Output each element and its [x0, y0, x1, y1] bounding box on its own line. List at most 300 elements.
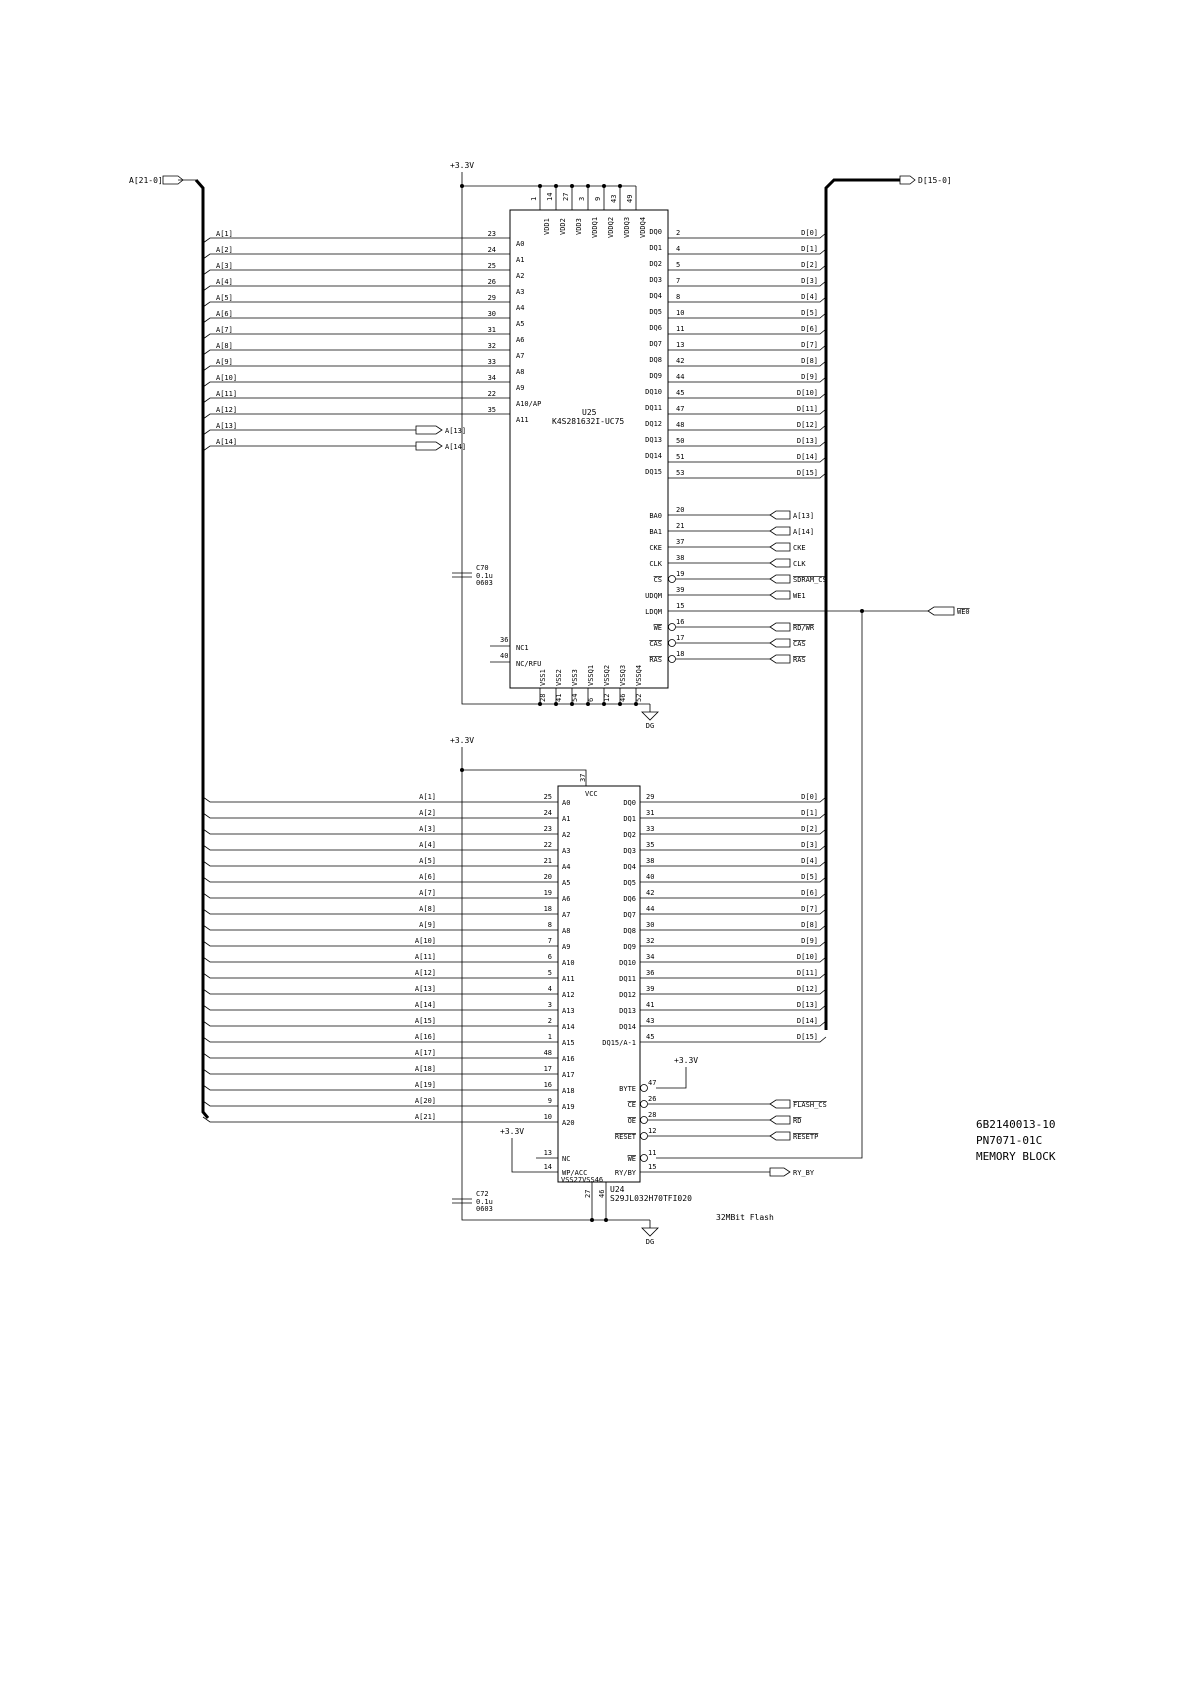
pin-number: 5: [676, 261, 681, 269]
pin-name: A2: [562, 831, 571, 839]
pin-name: DQ13: [645, 436, 662, 444]
svg-text:A[14]: A[14]: [445, 443, 467, 451]
sdram-control-pin: [645, 586, 806, 600]
pin-number: 17: [543, 1065, 552, 1073]
pin-name: DQ0: [649, 228, 662, 236]
pin-name: DQ14: [645, 452, 662, 460]
svg-text:A[2]: A[2]: [216, 246, 233, 254]
sdram-addr-out: [203, 422, 466, 435]
flash-data-pin: [619, 1001, 826, 1015]
pin-name: A4: [562, 863, 571, 871]
pin-name: BA0: [649, 512, 662, 520]
svg-text:6: 6: [587, 697, 595, 702]
flash-data-pin: [623, 841, 826, 855]
pin-number: 45: [646, 1033, 655, 1041]
sdram-data-pin: [649, 292, 826, 302]
svg-text:VDDQ4: VDDQ4: [639, 216, 647, 238]
svg-text:1: 1: [530, 196, 538, 201]
sheet-title: MEMORY BLOCK: [976, 1150, 1056, 1163]
pin-number: 35: [646, 841, 655, 849]
pin-name: WE: [627, 1155, 636, 1163]
pin-number: 41: [646, 1001, 655, 1009]
sdram-control-pin: [654, 618, 815, 632]
pin-name: DQ10: [619, 959, 636, 967]
sdram-data-pin: [649, 372, 826, 382]
pin-name: DQ10: [645, 388, 662, 396]
port-connector: [770, 559, 790, 567]
net-label: A[14]: [414, 1001, 436, 1009]
sdram-data-pin: [649, 308, 826, 318]
net-label: CKE: [793, 544, 806, 552]
pin-name: DQ3: [649, 276, 662, 284]
port-connector: [770, 1168, 790, 1176]
pin-name: DQ11: [619, 975, 636, 983]
pin-number: 53: [676, 469, 685, 477]
pin-name: DQ11: [645, 404, 662, 412]
flash-data-pin: [619, 969, 826, 983]
pin-number: 19: [543, 889, 552, 897]
net-label: D[9]: [801, 937, 818, 945]
net-label: A[15]: [414, 1017, 436, 1025]
flash-addr-pin: [203, 1001, 575, 1015]
pin-number: 4: [547, 985, 552, 993]
svg-text:34: 34: [487, 374, 496, 382]
net-label: A[18]: [414, 1065, 436, 1073]
sdram-data-pin: [649, 228, 826, 238]
ground-symbol: [642, 1220, 658, 1246]
net-label: SDRAM_CS: [793, 576, 827, 584]
net-label: D[2]: [801, 825, 818, 833]
svg-text:A[5]: A[5]: [216, 294, 233, 302]
flash-data-pin: [619, 985, 826, 999]
sdram-data-pin: [645, 420, 826, 430]
svg-text:A[7]: A[7]: [216, 326, 233, 334]
capacitor-c72: [452, 1190, 493, 1213]
net-label: A[7]: [419, 889, 436, 897]
svg-text:22: 22: [487, 390, 496, 398]
svg-text:A[6]: A[6]: [216, 310, 233, 318]
svg-text:+3.3V: +3.3V: [500, 1127, 525, 1136]
flash-addr-pin: [203, 857, 570, 871]
pin-name: A18: [562, 1087, 575, 1095]
net-label: A[16]: [414, 1033, 436, 1041]
sdram-addr-pin: [203, 342, 524, 360]
pin-name: CAS: [649, 640, 662, 648]
net-label: D[15]: [796, 469, 818, 477]
svg-text:VSS1: VSS1: [539, 669, 547, 686]
sdram-control-pin: [649, 650, 805, 664]
sdram-addr-pin: [203, 278, 524, 296]
flash-addr-pin: [203, 1049, 575, 1063]
svg-text:DG: DG: [645, 722, 655, 730]
pin-name: DQ1: [649, 244, 662, 252]
svg-text:27: 27: [562, 192, 570, 201]
svg-text:A8: A8: [516, 368, 525, 376]
svg-text:46: 46: [619, 693, 627, 702]
inversion-bubble: [641, 1117, 648, 1124]
svg-text:VDD2: VDD2: [559, 218, 567, 235]
pin-name: A20: [562, 1119, 575, 1127]
svg-text:VDDQ3: VDDQ3: [623, 216, 631, 238]
port-connector: [770, 1132, 790, 1140]
sdram-addr-pin: [203, 358, 524, 376]
svg-text:0603: 0603: [476, 1205, 493, 1213]
pin-name: DQ14: [619, 1023, 636, 1031]
flash-data-pin: [623, 937, 826, 951]
pin-name: A10: [562, 959, 575, 967]
flash-addr-pin: [203, 937, 570, 951]
pin-name: BA1: [649, 528, 662, 536]
net-label: D[2]: [801, 261, 818, 269]
svg-text:35: 35: [487, 406, 496, 414]
svg-text:26: 26: [487, 278, 496, 286]
pin-name: DQ0: [623, 799, 636, 807]
net-label: D[14]: [796, 1017, 818, 1025]
pin-number: 2: [676, 229, 681, 237]
net-label: A[13]: [414, 985, 436, 993]
flash-addr-pin: [203, 1097, 575, 1111]
svg-text:13: 13: [543, 1149, 552, 1157]
net-label: A[13]: [793, 512, 815, 520]
svg-text:31: 31: [487, 326, 496, 334]
sdram-addr-pin: [203, 262, 524, 280]
sdram-data-pin: [649, 244, 826, 254]
svg-text:41: 41: [555, 693, 563, 702]
inversion-bubble: [669, 656, 676, 663]
pin-number: 47: [676, 405, 685, 413]
net-label: D[11]: [796, 969, 818, 977]
svg-text:VSSQ2: VSSQ2: [603, 664, 611, 686]
sdram-control-pins: [645, 506, 827, 664]
inversion-bubble: [669, 576, 676, 583]
svg-text:VDD1: VDD1: [543, 218, 551, 235]
net-label: D[1]: [801, 245, 818, 253]
flash-addr-pin: [203, 1017, 575, 1031]
sdram-data-pin: [649, 276, 826, 286]
address-bus-label: A[21-0]: [129, 176, 163, 185]
net-label: D[13]: [796, 437, 818, 445]
pin-number: 23: [543, 825, 552, 833]
pin-number: 42: [646, 889, 655, 897]
svg-text:A[13]: A[13]: [216, 422, 238, 430]
flash-data-pin: [623, 825, 826, 839]
net-label: RAS: [793, 656, 806, 664]
pin-number: 39: [676, 586, 685, 594]
flash-addr-pin: [203, 953, 575, 967]
pin-name: A3: [562, 847, 571, 855]
svg-text:A1: A1: [516, 256, 525, 264]
pin-name: DQ12: [645, 420, 662, 428]
svg-text:A10/AP: A10/AP: [516, 400, 542, 408]
svg-text:NC/RFU: NC/RFU: [516, 660, 542, 668]
svg-text:54: 54: [571, 693, 579, 702]
net-label: D[5]: [801, 873, 818, 881]
sdram-control-pin: [654, 570, 827, 584]
address-bus: [129, 176, 208, 1118]
svg-text:VSSQ3: VSSQ3: [619, 664, 627, 686]
net-label: RY_BY: [793, 1169, 815, 1177]
pin-number: 5: [547, 969, 552, 977]
pin-name: RAS: [649, 656, 662, 664]
ground-symbol: [642, 704, 658, 730]
pin-number: 45: [676, 389, 685, 397]
net-label: CLK: [793, 560, 806, 568]
pin-name: DQ15: [645, 468, 662, 476]
sdram-data-pin: [645, 452, 826, 462]
svg-text:VSS2: VSS2: [555, 669, 563, 686]
svg-text:24: 24: [487, 246, 496, 254]
port-connector: [770, 511, 790, 519]
svg-text:C70: C70: [476, 564, 489, 572]
pin-name: DQ12: [619, 991, 636, 999]
net-label: A[12]: [414, 969, 436, 977]
sdram-data-pins: [645, 228, 826, 478]
net-label: A[14]: [793, 528, 815, 536]
flash-vcc-label: +3.3V: [450, 736, 475, 745]
net-label: D[15]: [796, 1033, 818, 1041]
pin-name: A17: [562, 1071, 575, 1079]
pin-number: 9: [547, 1097, 552, 1105]
sdram-data-pin: [649, 324, 826, 334]
data-bus: [826, 176, 952, 1030]
flash-data-pin: [623, 793, 826, 807]
pin-number: 17: [676, 634, 685, 642]
net-label: RD/WR: [793, 624, 815, 632]
svg-text:30: 30: [487, 310, 496, 318]
sdram-addr-pin: [203, 326, 524, 344]
net-label: D[7]: [801, 905, 818, 913]
pin-number: 25: [543, 793, 552, 801]
net-label: D[8]: [801, 357, 818, 365]
flash-data-pin: [619, 1017, 826, 1031]
svg-text:VSS27VSS46: VSS27VSS46: [561, 1176, 604, 1184]
flash-control-pins: [615, 1079, 827, 1177]
flash-address-pins: [203, 793, 575, 1127]
sdram-addr-out: [203, 438, 466, 451]
net-label: D[5]: [801, 309, 818, 317]
pin-number: 30: [646, 921, 655, 929]
pin-number: 8: [676, 293, 681, 301]
pin-number: 26: [648, 1095, 657, 1103]
pin-number: 38: [646, 857, 655, 865]
pin-number: 7: [676, 277, 681, 285]
svg-text:52: 52: [635, 693, 643, 702]
svg-text:28: 28: [539, 693, 547, 702]
pin-number: 13: [676, 341, 685, 349]
pin-name: DQ7: [623, 911, 636, 919]
net-label: D[10]: [796, 389, 818, 397]
net-label: D[0]: [801, 793, 818, 801]
net-label: A[1]: [419, 793, 436, 801]
svg-text:A[8]: A[8]: [216, 342, 233, 350]
svg-text:C72: C72: [476, 1190, 489, 1198]
pin-name: CE: [627, 1101, 636, 1109]
sdram-data-pin: [649, 356, 826, 366]
svg-text:40: 40: [500, 652, 509, 660]
flash-ref: U24: [610, 1185, 625, 1194]
svg-text:29: 29: [487, 294, 496, 302]
svg-text:DG: DG: [645, 1238, 655, 1246]
pin-name: LDQM: [645, 608, 662, 616]
pin-number: 20: [543, 873, 552, 881]
flash-control-pin: [628, 1095, 827, 1109]
pin-number: 1: [547, 1033, 552, 1041]
flash-description: 32MBit Flash: [716, 1213, 774, 1222]
svg-text:9: 9: [594, 196, 602, 201]
flash-control-pin: [615, 1163, 815, 1177]
data-bus-label: D[15-0]: [918, 176, 952, 185]
pin-name: DQ2: [623, 831, 636, 839]
pin-name: A6: [562, 895, 571, 903]
port-connector: [770, 543, 790, 551]
pin-number: 20: [676, 506, 685, 514]
svg-text:VSSQ1: VSSQ1: [587, 664, 595, 686]
pin-number: 16: [543, 1081, 552, 1089]
port-connector: [770, 623, 790, 631]
pin-name: RY/BY: [614, 1169, 636, 1177]
flash-data-pin: [623, 889, 826, 903]
net-label: D[11]: [796, 405, 818, 413]
sdram-part-number: K4S281632I-UC75: [552, 417, 625, 426]
port-connector: [770, 1100, 790, 1108]
svg-text:43: 43: [610, 194, 618, 203]
flash-addr-pin: [203, 793, 570, 807]
pin-name: DQ2: [649, 260, 662, 268]
pin-number: 37: [676, 538, 685, 546]
pin-name: CS: [653, 576, 662, 584]
port-connector: [770, 655, 790, 663]
flash-data-pin: [623, 921, 826, 935]
pin-name: DQ5: [649, 308, 662, 316]
sdram-addr-pin: [203, 246, 524, 264]
net-label: D[1]: [801, 809, 818, 817]
pin-number: 11: [648, 1149, 657, 1157]
sdram-addr-pin: [203, 374, 524, 392]
capacitor-c70: [452, 564, 493, 587]
we0-label: WE0: [957, 608, 970, 616]
svg-text:46: 46: [598, 1189, 606, 1198]
net-label: RESETP: [793, 1133, 819, 1141]
svg-text:14: 14: [546, 192, 554, 201]
sdram-control-pin: [649, 506, 814, 520]
pin-number: 44: [676, 373, 685, 381]
port-connector: [770, 1116, 790, 1124]
pin-name: DQ9: [649, 372, 662, 380]
flash-addr-pin: [203, 1113, 575, 1127]
sdram-u25-body: [510, 210, 668, 688]
net-label: A[3]: [419, 825, 436, 833]
pin-name: A15: [562, 1039, 575, 1047]
flash-data-pin: [623, 905, 826, 919]
pin-number: 18: [676, 650, 685, 658]
svg-text:VSS3: VSS3: [571, 669, 579, 686]
drawing-number: 6B2140013-10: [976, 1118, 1056, 1131]
pin-number: 48: [676, 421, 685, 429]
pin-number: 43: [646, 1017, 655, 1025]
sdram-addr-pin: [203, 230, 524, 248]
svg-text:0.1u: 0.1u: [476, 1198, 493, 1206]
net-label: A[8]: [419, 905, 436, 913]
pin-name: DQ3: [623, 847, 636, 855]
pin-name: A12: [562, 991, 575, 999]
pin-number: 31: [646, 809, 655, 817]
svg-text:A5: A5: [516, 320, 525, 328]
pin-number: 34: [646, 953, 655, 961]
svg-text:VDDQ1: VDDQ1: [591, 216, 599, 238]
pin-number: 29: [646, 793, 655, 801]
pin-name: A13: [562, 1007, 575, 1015]
pin-name: DQ15/A-1: [602, 1039, 636, 1047]
svg-text:A[13]: A[13]: [445, 427, 467, 435]
pin-name: DQ6: [623, 895, 636, 903]
flash-addr-pin: [203, 1065, 575, 1079]
net-label: A[20]: [414, 1097, 436, 1105]
svg-text:A3: A3: [516, 288, 525, 296]
port-connector: [770, 639, 790, 647]
pin-number: 18: [543, 905, 552, 913]
pin-name: A1: [562, 815, 571, 823]
net-label: D[14]: [796, 453, 818, 461]
net-label: A[6]: [419, 873, 436, 881]
sdram-data-pin: [645, 404, 826, 414]
sdram-vcc-label: +3.3V: [450, 161, 475, 170]
sdram-ref: U25: [582, 408, 597, 417]
pin-name: DQ5: [623, 879, 636, 887]
svg-text:VDD3: VDD3: [575, 218, 583, 235]
pin-name: RESET: [614, 1133, 636, 1141]
svg-text:23: 23: [487, 230, 496, 238]
pin-number: 6: [547, 953, 552, 961]
net-label: RD: [793, 1117, 802, 1125]
pin-name: DQ4: [649, 292, 662, 300]
port-connector: [770, 527, 790, 535]
inversion-bubble: [669, 624, 676, 631]
sdram-data-pin: [645, 468, 826, 478]
pin-name: DQ9: [623, 943, 636, 951]
net-label: A[10]: [414, 937, 436, 945]
pin-number: 36: [646, 969, 655, 977]
port-connector: [770, 575, 790, 583]
pin-name: DQ4: [623, 863, 636, 871]
pin-number: 10: [543, 1113, 552, 1121]
pin-name: DQ7: [649, 340, 662, 348]
sdram-control-pin: [649, 554, 806, 568]
pin-number: 16: [676, 618, 685, 626]
pin-number: 21: [676, 522, 685, 530]
net-label: D[0]: [801, 229, 818, 237]
svg-text:A[3]: A[3]: [216, 262, 233, 270]
svg-text:A9: A9: [516, 384, 525, 392]
svg-text:A[9]: A[9]: [216, 358, 233, 366]
pin-number: 32: [646, 937, 655, 945]
svg-text:VSSQ4: VSSQ4: [635, 664, 643, 686]
pin-number: 3: [547, 1001, 552, 1009]
net-label: A[21]: [414, 1113, 436, 1121]
svg-text:12: 12: [603, 693, 611, 702]
title-block: [976, 1118, 1056, 1163]
svg-text:A[11]: A[11]: [216, 390, 238, 398]
svg-text:37: 37: [579, 773, 587, 782]
pin-name: A16: [562, 1055, 575, 1063]
pin-number: 47: [648, 1079, 657, 1087]
pin-name: DQ8: [623, 927, 636, 935]
net-label: A[4]: [419, 841, 436, 849]
svg-text:0.1u: 0.1u: [476, 572, 493, 580]
net-label: D[6]: [801, 889, 818, 897]
net-label: A[2]: [419, 809, 436, 817]
svg-text:A[1]: A[1]: [216, 230, 233, 238]
pin-name: A8: [562, 927, 571, 935]
